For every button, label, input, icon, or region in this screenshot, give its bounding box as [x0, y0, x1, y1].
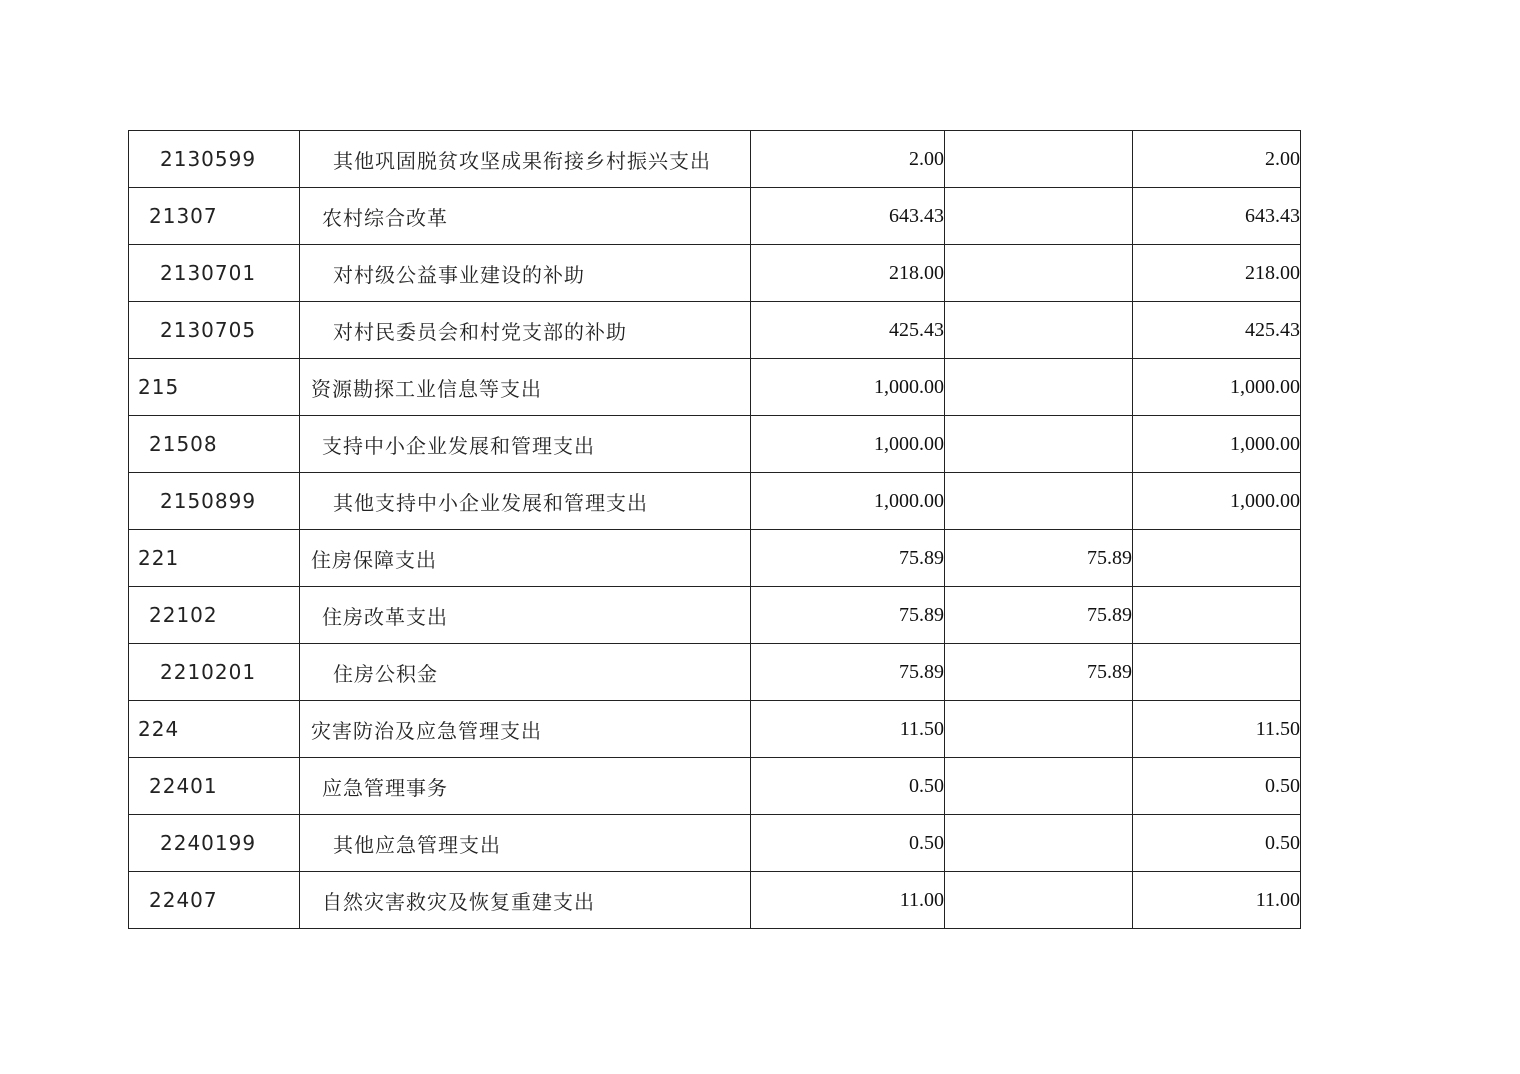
- project-expenditure-cell: [1133, 530, 1301, 587]
- table-row: [129, 530, 1301, 587]
- account-code-cell: 224: [129, 701, 300, 758]
- table-row: [129, 473, 1301, 530]
- total-amount-cell: 218.00: [751, 245, 945, 302]
- account-name-cell: 住房保障支出: [300, 530, 751, 587]
- account-name-cell: 其他巩固脱贫攻坚成果衔接乡村振兴支出: [300, 131, 751, 188]
- table-row: [129, 416, 1301, 473]
- account-name-cell: 自然灾害救灾及恢复重建支出: [300, 872, 751, 929]
- basic-expenditure-cell: [945, 815, 1133, 872]
- project-expenditure-cell: 0.50: [1133, 815, 1301, 872]
- project-expenditure-cell: 218.00: [1133, 245, 1301, 302]
- basic-expenditure-cell: [945, 473, 1133, 530]
- basic-expenditure-cell: [945, 416, 1133, 473]
- basic-expenditure-cell: [945, 359, 1133, 416]
- account-code-cell: 2130599: [129, 131, 300, 188]
- account-code-cell: 21307: [129, 188, 300, 245]
- project-expenditure-cell: 425.43: [1133, 302, 1301, 359]
- account-code-cell: 21508: [129, 416, 300, 473]
- total-amount-cell: 1,000.00: [751, 473, 945, 530]
- basic-expenditure-cell: 75.89: [945, 530, 1133, 587]
- project-expenditure-cell: 1,000.00: [1133, 359, 1301, 416]
- account-name-cell: 灾害防治及应急管理支出: [300, 701, 751, 758]
- table-row: [129, 188, 1301, 245]
- total-amount-cell: 0.50: [751, 815, 945, 872]
- basic-expenditure-cell: 75.89: [945, 587, 1133, 644]
- total-amount-cell: 75.89: [751, 644, 945, 701]
- project-expenditure-cell: 1,000.00: [1133, 416, 1301, 473]
- table-body: [129, 131, 1301, 929]
- table-row: [129, 872, 1301, 929]
- account-name-cell: 其他应急管理支出: [300, 815, 751, 872]
- total-amount-cell: 2.00: [751, 131, 945, 188]
- total-amount-cell: 1,000.00: [751, 359, 945, 416]
- project-expenditure-cell: 0.50: [1133, 758, 1301, 815]
- basic-expenditure-cell: [945, 245, 1133, 302]
- project-expenditure-cell: 11.00: [1133, 872, 1301, 929]
- total-amount-cell: 1,000.00: [751, 416, 945, 473]
- account-name-cell: 住房改革支出: [300, 587, 751, 644]
- basic-expenditure-cell: [945, 872, 1133, 929]
- table-row: [129, 758, 1301, 815]
- table-row: [129, 701, 1301, 758]
- expenditure-table: [128, 130, 1301, 929]
- project-expenditure-cell: 643.43: [1133, 188, 1301, 245]
- account-code-cell: 221: [129, 530, 300, 587]
- account-code-cell: 2130701: [129, 245, 300, 302]
- account-code-cell: 215: [129, 359, 300, 416]
- table-row: [129, 245, 1301, 302]
- account-code-cell: 22401: [129, 758, 300, 815]
- basic-expenditure-cell: 75.89: [945, 644, 1133, 701]
- project-expenditure-cell: [1133, 644, 1301, 701]
- project-expenditure-cell: 1,000.00: [1133, 473, 1301, 530]
- account-code-cell: 22407: [129, 872, 300, 929]
- account-code-cell: 2130705: [129, 302, 300, 359]
- total-amount-cell: 425.43: [751, 302, 945, 359]
- account-code-cell: 2150899: [129, 473, 300, 530]
- basic-expenditure-cell: [945, 701, 1133, 758]
- table-row: [129, 131, 1301, 188]
- account-name-cell: 其他支持中小企业发展和管理支出: [300, 473, 751, 530]
- basic-expenditure-cell: [945, 758, 1133, 815]
- account-code-cell: 2240199: [129, 815, 300, 872]
- total-amount-cell: 11.50: [751, 701, 945, 758]
- account-name-cell: 资源勘探工业信息等支出: [300, 359, 751, 416]
- account-name-cell: 农村综合改革: [300, 188, 751, 245]
- project-expenditure-cell: [1133, 587, 1301, 644]
- table-row: [129, 359, 1301, 416]
- account-name-cell: 对村民委员会和村党支部的补助: [300, 302, 751, 359]
- table-row: [129, 587, 1301, 644]
- account-name-cell: 住房公积金: [300, 644, 751, 701]
- table-row: [129, 815, 1301, 872]
- project-expenditure-cell: 11.50: [1133, 701, 1301, 758]
- total-amount-cell: 75.89: [751, 530, 945, 587]
- account-name-cell: 应急管理事务: [300, 758, 751, 815]
- total-amount-cell: 0.50: [751, 758, 945, 815]
- total-amount-cell: 75.89: [751, 587, 945, 644]
- basic-expenditure-cell: [945, 302, 1133, 359]
- total-amount-cell: 643.43: [751, 188, 945, 245]
- account-name-cell: 对村级公益事业建设的补助: [300, 245, 751, 302]
- total-amount-cell: 11.00: [751, 872, 945, 929]
- table-row: [129, 302, 1301, 359]
- basic-expenditure-cell: [945, 131, 1133, 188]
- table-row: [129, 644, 1301, 701]
- project-expenditure-cell: 2.00: [1133, 131, 1301, 188]
- basic-expenditure-cell: [945, 188, 1133, 245]
- account-code-cell: 2210201: [129, 644, 300, 701]
- account-name-cell: 支持中小企业发展和管理支出: [300, 416, 751, 473]
- account-code-cell: 22102: [129, 587, 300, 644]
